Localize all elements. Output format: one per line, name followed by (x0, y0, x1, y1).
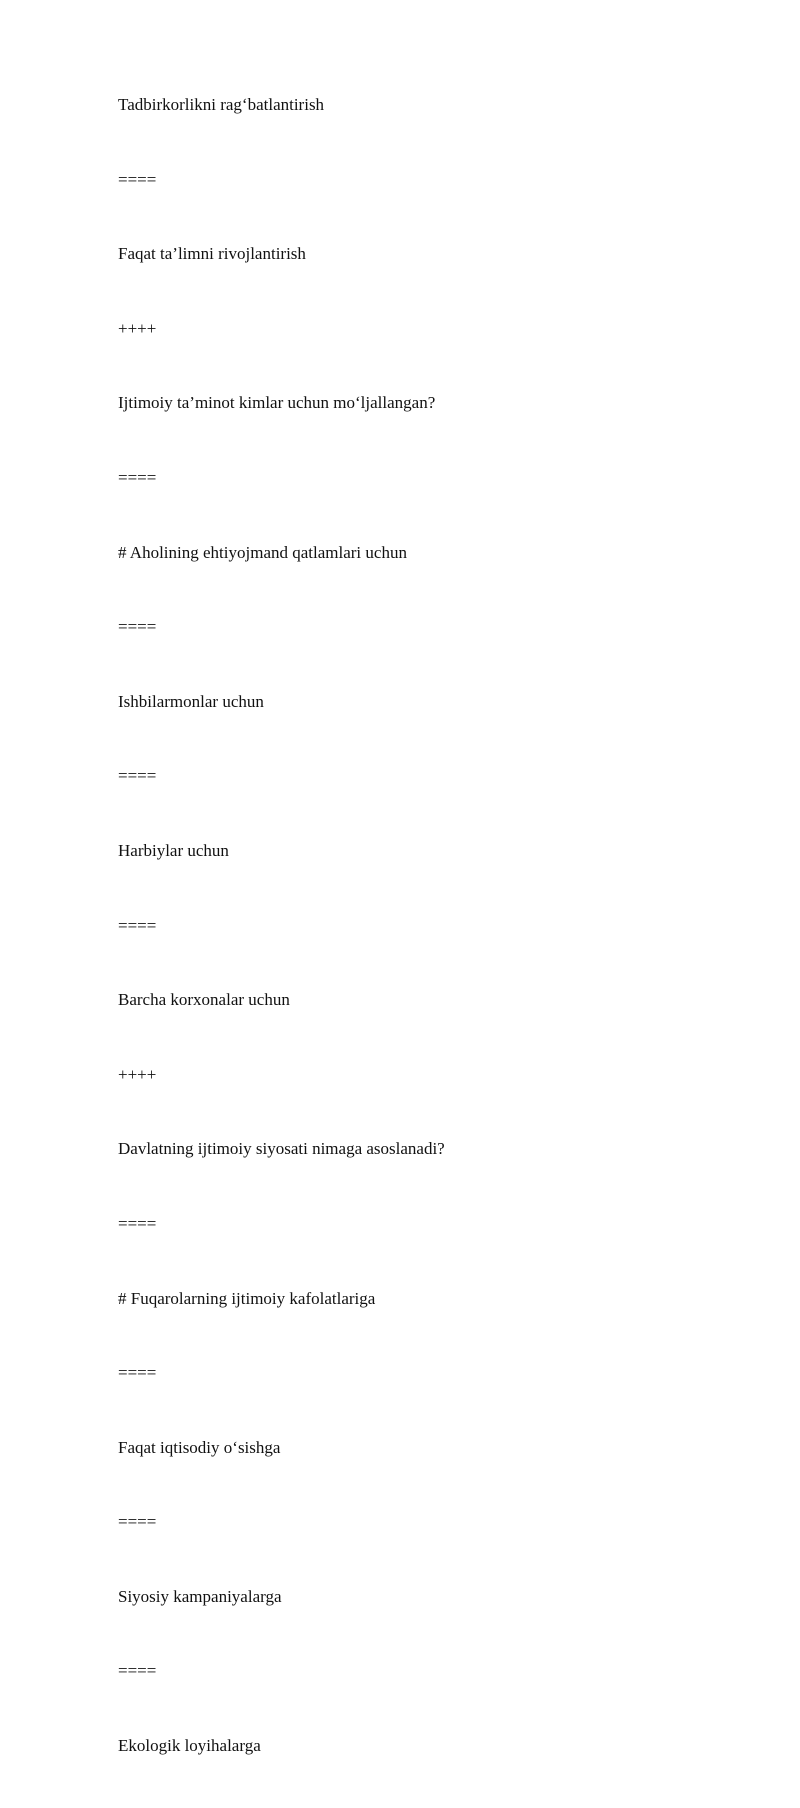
option-separator: ==== (118, 1363, 157, 1383)
option-separator: ==== (118, 1661, 157, 1681)
question-text: Davlatning ijtimoiy siyosati nimaga asoslanadi? (118, 1139, 445, 1159)
option-separator: ==== (118, 1213, 157, 1233)
option-separator: ==== (118, 169, 157, 189)
correct-answer-option: # Fuqarolarning ijtimoiy kafolatlariga (118, 1288, 376, 1308)
answer-option: Ishbilarmonlar uchun (118, 691, 264, 711)
option-separator: ==== (118, 617, 157, 637)
option-separator: ==== (118, 1512, 157, 1532)
document-body (118, 92, 738, 1808)
option-separator: ==== (118, 467, 157, 487)
question-text: Ijtimoiy ta’minot kimlar uchun mo‘ljallangan? (118, 393, 436, 413)
question-separator: ++++ (118, 1064, 157, 1084)
answer-option: Faqat iqtisodiy o‘sishga (118, 1437, 281, 1457)
answer-option: Siyosiy kampaniyalarga (118, 1586, 282, 1606)
option-separator: ==== (118, 766, 157, 786)
answer-option: Faqat ta’limni rivojlantirish (118, 244, 306, 264)
question-separator: ++++ (118, 318, 157, 338)
answer-option: Ekologik loyihalarga (118, 1736, 261, 1756)
answer-option: Barcha korxonalar uchun (118, 990, 290, 1010)
correct-answer-option: # Aholining ehtiyojmand qatlamlari uchun (118, 542, 407, 562)
answer-option: Tadbirkorlikni rag‘batlantirish (118, 95, 325, 114)
option-separator: ==== (118, 915, 157, 935)
answer-option: Harbiylar uchun (118, 840, 229, 860)
